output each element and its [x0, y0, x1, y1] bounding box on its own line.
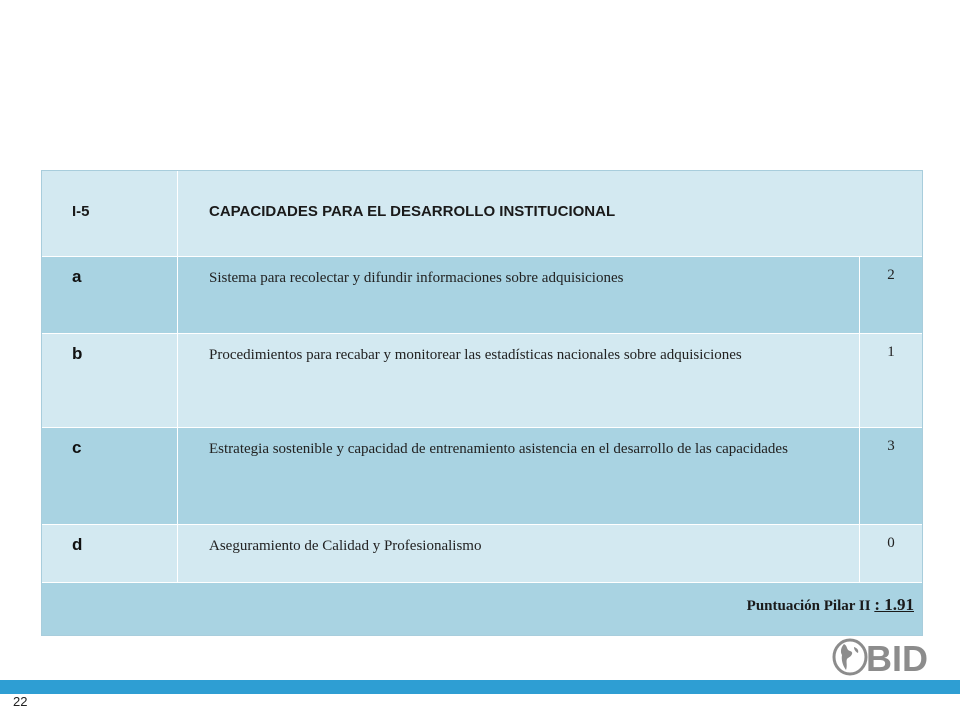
table-row [42, 427, 922, 524]
row-letter: c [72, 438, 82, 457]
row-letter: b [72, 344, 83, 363]
letter-cell [42, 334, 178, 427]
row-score: 2 [887, 267, 895, 283]
pillar-score-value: : 1.91 [874, 595, 914, 614]
description-cell [178, 257, 860, 333]
description-cell [178, 428, 860, 524]
globe-icon [832, 638, 928, 676]
row-letter: d [72, 535, 83, 554]
row-score: 3 [887, 438, 895, 454]
bottom-bar [0, 680, 960, 694]
pillar-score-label: Puntuación Pilar II [746, 598, 875, 614]
row-description: Aseguramiento de Calidad y Profesionalismo [209, 538, 482, 554]
table-footer-row [42, 582, 922, 635]
score-cell [860, 525, 922, 582]
indicator-table [41, 170, 923, 636]
row-score: 1 [887, 344, 895, 360]
bid-logo [832, 638, 928, 676]
header-code-cell [42, 171, 178, 256]
logo-text: BID [866, 638, 928, 676]
score-cell [860, 257, 922, 333]
row-description: Estrategia sostenible y capacidad de entrenamiento asistencia en el desarrollo de las capacidades [209, 441, 788, 457]
table-row [42, 256, 922, 333]
indicator-title: CAPACIDADES PARA EL DESARROLLO INSTITUCIONAL [209, 203, 616, 220]
letter-cell [42, 428, 178, 524]
row-score: 0 [887, 535, 895, 551]
header-title-cell [178, 171, 922, 256]
row-description: Procedimientos para recabar y monitorear las estadísticas nacionales sobre adquisiciones [209, 347, 742, 363]
description-cell [178, 525, 860, 582]
letter-cell [42, 257, 178, 333]
indicator-code: I-5 [72, 203, 90, 220]
page-number: 22 [13, 694, 28, 709]
table-row [42, 524, 922, 582]
description-cell [178, 334, 860, 427]
table-header-row [42, 171, 922, 256]
pillar-score-total [747, 595, 914, 615]
row-description: Sistema para recolectar y difundir informaciones sobre adquisiciones [209, 270, 624, 286]
table-row [42, 333, 922, 427]
score-cell [860, 428, 922, 524]
letter-cell [42, 525, 178, 582]
row-letter: a [72, 267, 82, 286]
score-cell [860, 334, 922, 427]
